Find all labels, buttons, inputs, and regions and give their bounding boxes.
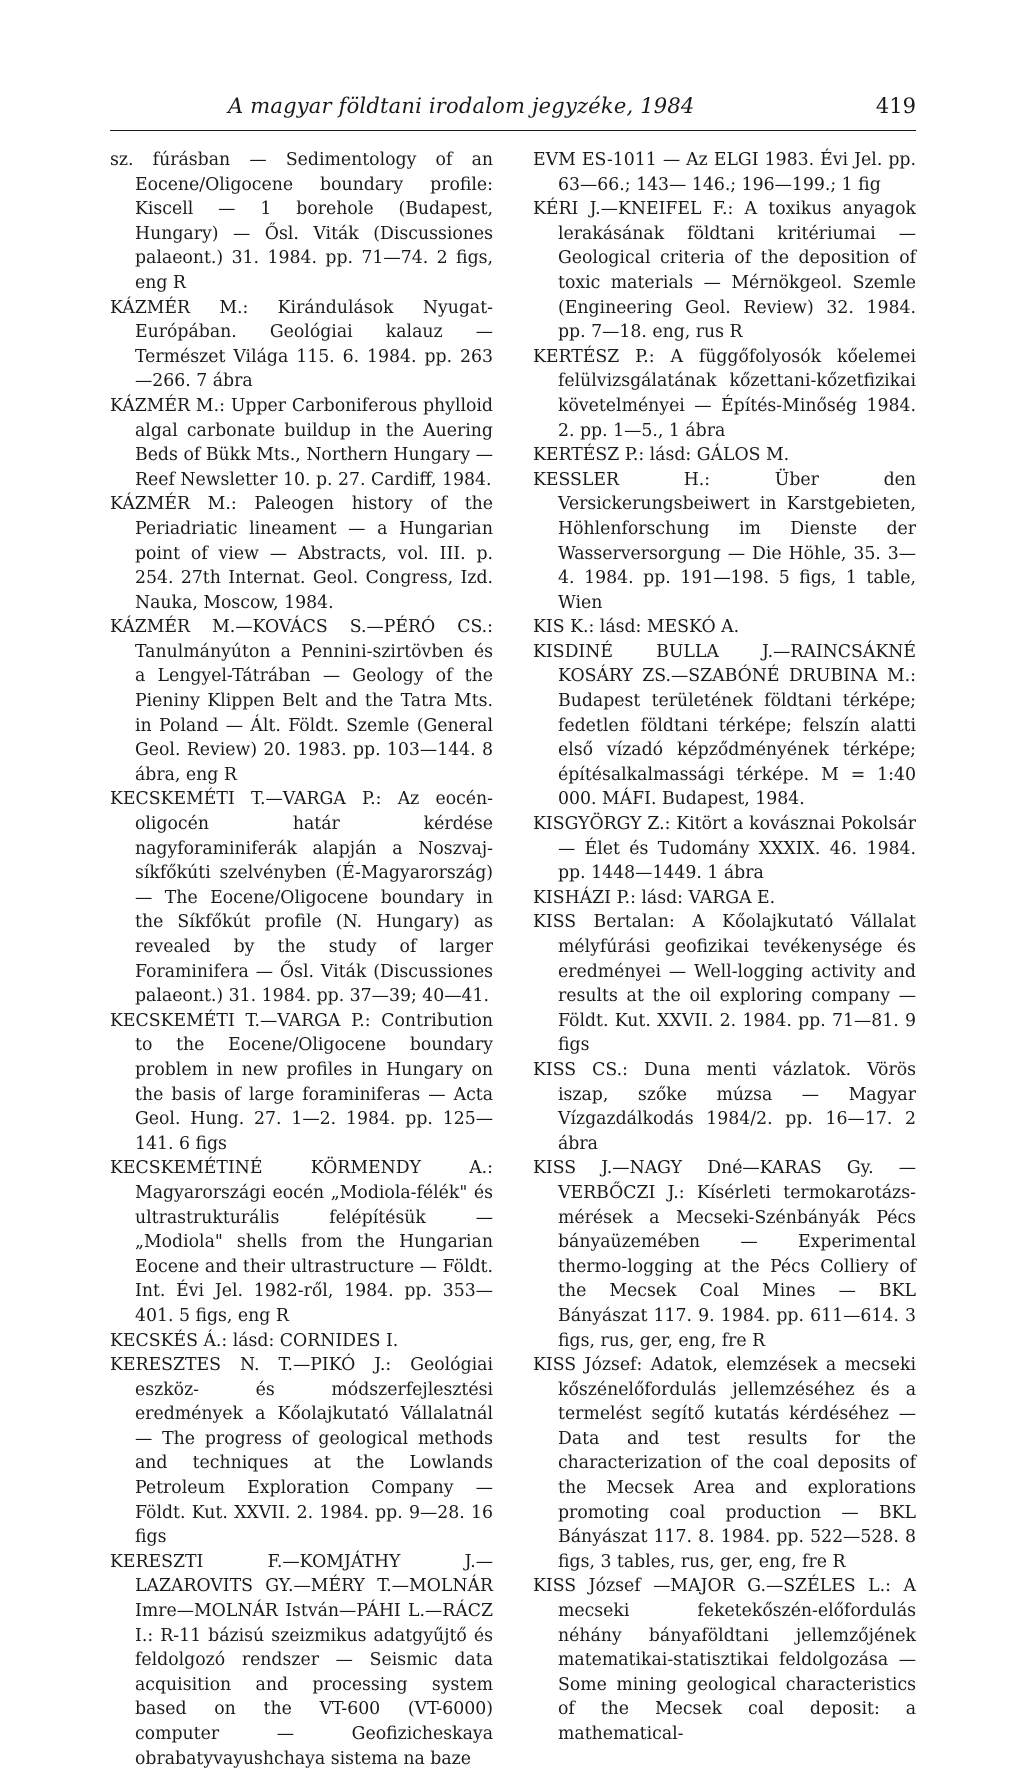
bibliography-entry: KERESZTI F.—KOMJÁTHY J.—LAZAROVITS GY.—MÉRY T.—MOLNÁR Imre—MOLNÁR István—PÁHI L.—RÁCZ I.: R-11 bázisú szeizmikus adatgyűjtő és feldolgozó rendszer — Seismic data acquisition and processing system based on the VT-600 (VT-6000) computer — Geofizicheskaya obrabatyvayushchaya sistema na baze — [110, 1551, 493, 1769]
bibliography-entry: KISS J.—NAGY Dné—KARAS Gy. — VERBŐCZI J.: Kísérleti termokarotázs-mérések a Mecseki-Szénbányák Pécs bányaüzemében — Experimental thermo-logging at the Pécs Colliery of the Mecsek Coal Mines — BKL Bányászat 117. 9. 1984. pp. 611—614. 3 figs, rus, ger, eng, fre R — [533, 1158, 916, 1351]
bibliography-entry: KERTÉSZ P.: A függőfolyosók kőelemei felülvizsgálatának kőzettani-kőzetfizikai követelményei — Építés-Minőség 1984. 2. pp. 1—5., 1 ábra — [533, 346, 916, 441]
running-header — [110, 94, 916, 131]
bibliography-entry: KECSKEMÉTI T.—VARGA P.: Contribution to the Eocene/Oligocene boundary problem in new profiles in Hungary on the basis of large foraminiferas — Acta Geol. Hung. 27. 1—2. 1984. pp. 125—141. 6 figs — [110, 1010, 493, 1154]
bibliography-entry: KISHÁZI P.: lásd: VARGA E. — [533, 887, 776, 908]
bibliography-entry: KÁZMÉR M.: Kirándulások Nyugat-Európában. Geológiai kalauz — Természet Világa 115. 6. 1984. pp. 263—266. 7 ábra — [110, 297, 493, 392]
bibliography-entry: KISS József: Adatok, elemzések a mecseki kőszénelőfordulás jellemzéséhez és a termelést segítő kutatás kérdéséhez — Data and test results for the characterization of the coal deposits of the Mecsek Area and explorations promoting coal production — BKL Bányászat 117. 8. 1984. pp. 522—528. 8 figs, 3 tables, rus, ger, eng, fre R — [533, 1355, 916, 1572]
bibliography-entry: KERTÉSZ P.: lásd: GÁLOS M. — [533, 445, 790, 466]
page-number: 419 — [875, 94, 916, 118]
bibliography-entry: KÁZMÉR M.—KOVÁCS S.—PÉRÓ CS.: Tanulmányúton a Pennini-szirtövben és a Lengyel-Tátrában — Geology of the Pieniny Klippen Belt and the Tatra Mts. in Poland — Ált. Földt. Szemle (General Geol. Review) 20. 1983. pp. 103—144. 8 ábra, eng R — [110, 617, 493, 785]
bibliography-entry: KISDINÉ BULLA J.—RAINCSÁKNÉ KOSÁRY ZS.—SZABÓNÉ DRUBINA M.: Budapest területének földtani térképe; fedetlen földtani térképe; felszín alatti első vízadó képződményének térképe; építésalkalmassági térképe. M = 1:40 000. MÁFI. Budapest, 1984. — [533, 641, 916, 810]
bibliography-entry: KÁZMÉR M.: Upper Carboniferous phylloid algal carbonate buildup in the Auering Beds of Bükk Mts., Northern Hungary — Reef Newsletter 10. p. 27. Cardiff, 1984. — [110, 395, 493, 490]
bibliography-entry: KESSLER H.: Über den Versickerungsbeiwert in Karstgebieten, Höhlenforschung im Dienste der Wasserversorgung — Die Höhle, 35. 3—4. 1984. pp. 191—198. 5 figs, 1 table, Wien — [533, 469, 916, 613]
bibliography-entry: EVM ES-1011 — Az ELGI 1983. Évi Jel. pp. 63—66.; 143— 146.; 196—199.; 1 fig — [533, 150, 916, 195]
left-column — [110, 148, 493, 1771]
bibliography-entry: KERESZTES N. T.—PIKÓ J.: Geológiai eszköz- és módszerfejlesztési eredmények a Kőolajkutató Vállalatnál — The progress of geological methods and techniques at the Lowlands Petroleum Exploration Company — Földt. Kut. XXVII. 2. 1984. pp. 9—28. 16 figs — [110, 1355, 493, 1548]
bibliography-entry: KISS CS.: Duna menti vázlatok. Vörös iszap, szőke múzsa — Magyar Vízgazdálkodás 1984/2. pp. 16—17. 2 ábra — [533, 1059, 916, 1154]
bibliography-entry: KÉRI J.—KNEIFEL F.: A toxikus anyagok lerakásának földtani kritériumai — Geological criteria of the deposition of toxic materials — Mérnökgeol. Szemle (Engineering Geol. Review) 32. 1984. pp. 7—18. eng, rus R — [533, 199, 916, 343]
bibliography-entry: KECSKEMÉTINÉ KÖRMENDY A.: Magyarországi eocén „Modiola-félék" és ultrastrukturális felépítésük — „Modiola" shells from the Hungarian Eocene and their ultrastructure — Földt. Int. Évi Jel. 1982-ről, 1984. pp. 353—401. 5 figs, eng R — [110, 1158, 493, 1326]
bibliography-entry: KECSKÉS Á.: lásd: CORNIDES I. — [110, 1330, 399, 1351]
bibliography-entry: KISS József —MAJOR G.—SZÉLES L.: A mecseki feketekőszén-előfordulás néhány bányaföldtani jellemzőjének matematikai-statisztikai feldolgozása — Some mining geological characteristics of the Mecsek coal deposit: a mathematical- — [533, 1576, 916, 1744]
bibliography-entry: KISGYÖRGY Z.: Kitört a kovásznai Pokolsár — Élet és Tudomány XXXIX. 46. 1984. pp. 1448—1449. 1 ábra — [533, 814, 916, 884]
running-title: A magyar földtani irodalom jegyzéke, 1984 — [228, 94, 695, 118]
bibliography-entry: KÁZMÉR M.: Paleogen history of the Periadriatic lineament — a Hungarian point of view — Abstracts, vol. III. p. 254. 27th Internat. Geol. Congress, Izd. Nauka, Moscow, 1984. — [110, 494, 493, 613]
bibliography-entry: KECSKEMÉTI T.—VARGA P.: Az eocén-oligocén határ kérdése nagyforaminiferák alapján a Noszvaj-síkfőkúti szelvényben (É-Magyarország) — The Eocene/Oligocene boundary in the Síkfőkút profile (N. Hungary) as revealed by the study of larger Foraminifera — Ősl. Viták (Discussiones palaeont.) 31. 1984. pp. 37—39; 40—41. — [110, 789, 493, 1007]
bibliography-entry: KISS Bertalan: A Kőolajkutató Vállalat mélyfúrási geofizikai tevékenysége és eredményei — Well-logging activity and results at the oil exploring company — Földt. Kut. XXVII. 2. 1984. pp. 71—81. 9 figs — [533, 912, 916, 1056]
bibliography-entry: sz. fúrásban — Sedimentology of an Eocene/Oligocene boundary profile: Kiscell — 1 borehole (Budapest, Hungary) — Ősl. Viták (Discussiones palaeont.) 31. 1984. pp. 71—74. 2 figs, eng R — [110, 150, 493, 293]
right-column — [533, 148, 916, 1747]
bibliography-entry: KIS K.: lásd: MESKÓ A. — [533, 617, 740, 638]
